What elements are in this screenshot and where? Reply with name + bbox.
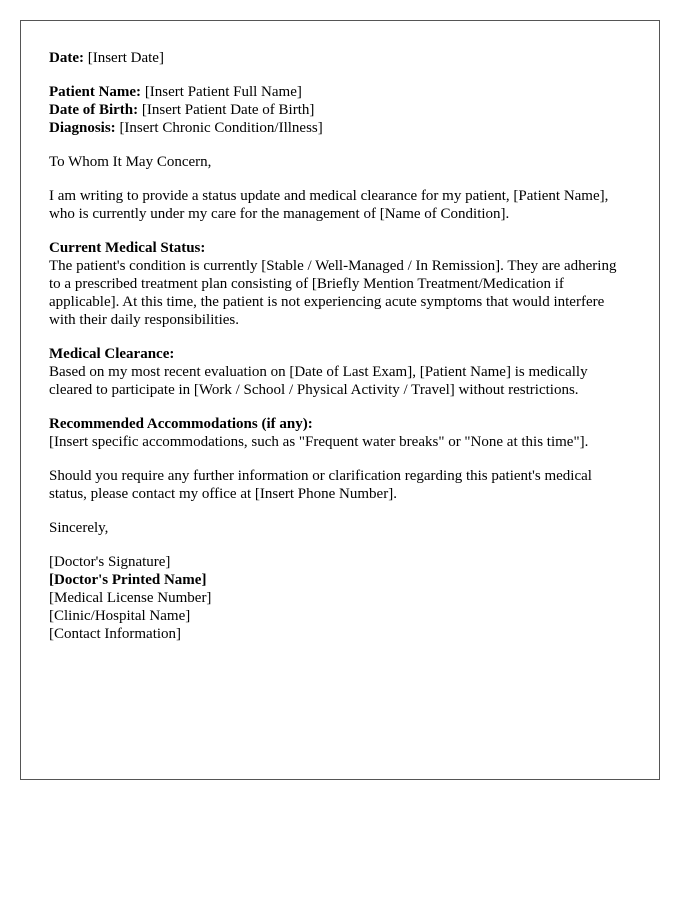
patient-name-label: Patient Name: (49, 84, 142, 100)
dob-value: [Insert Patient Date of Birth] (141, 102, 315, 118)
dob-label: Date of Birth: (49, 102, 139, 118)
date-line (49, 49, 631, 67)
medical-status-body: The patient's condition is currently [Stable / Well-Managed / In Remission]. They are adhering to a prescribed treatment plan consisting of [Briefly Mention Treatment/Medication if applicable]. At this time, the patient is not experiencing acute symptoms that would interfere with their daily responsibilities. (49, 258, 617, 328)
closing-paragraph: Should you require any further information or clarification regarding this patient's medical status, please contact my office at [Insert Phone Number]. (49, 468, 592, 502)
doctor-signature: [Doctor's Signature] (49, 554, 171, 570)
medical-clearance-heading: Medical Clearance: (49, 346, 175, 362)
diagnosis-value: [Insert Chronic Condition/Illness] (119, 120, 323, 136)
signature-block (49, 553, 631, 643)
signoff: Sincerely, (49, 520, 109, 536)
letter-page (20, 20, 660, 780)
date-label: Date: (49, 50, 84, 66)
medical-clearance-section (49, 345, 631, 399)
medical-license-number: [Medical License Number] (49, 590, 212, 606)
patient-name-line (49, 83, 631, 101)
medical-status-heading: Current Medical Status: (49, 240, 206, 256)
clinic-name: [Clinic/Hospital Name] (49, 608, 191, 624)
doctor-printed-name: [Doctor's Printed Name] (49, 572, 207, 588)
accommodations-section (49, 415, 631, 451)
salutation: To Whom It May Concern, (49, 154, 212, 170)
medical-clearance-body: Based on my most recent evaluation on [Date of Last Exam], [Patient Name] is medically cleared to participate in [Work / School / Physical Activity / Travel] without restrictions. (49, 364, 588, 398)
patient-info (49, 83, 631, 137)
medical-status-section (49, 239, 631, 329)
patient-name-value: [Insert Patient Full Name] (144, 84, 302, 100)
accommodations-heading: Recommended Accommodations (if any): (49, 416, 313, 432)
diagnosis-label: Diagnosis: (49, 120, 116, 136)
accommodations-body: [Insert specific accommodations, such as "Frequent water breaks" or "None at this time"]. (49, 434, 589, 450)
date-value: [Insert Date] (87, 50, 164, 66)
contact-information: [Contact Information] (49, 626, 182, 642)
intro-paragraph: I am writing to provide a status update and medical clearance for my patient, [Patient Name], who is currently under my care for the management of [Name of Condition]. (49, 188, 609, 222)
dob-line (49, 101, 631, 119)
diagnosis-line (49, 119, 631, 137)
